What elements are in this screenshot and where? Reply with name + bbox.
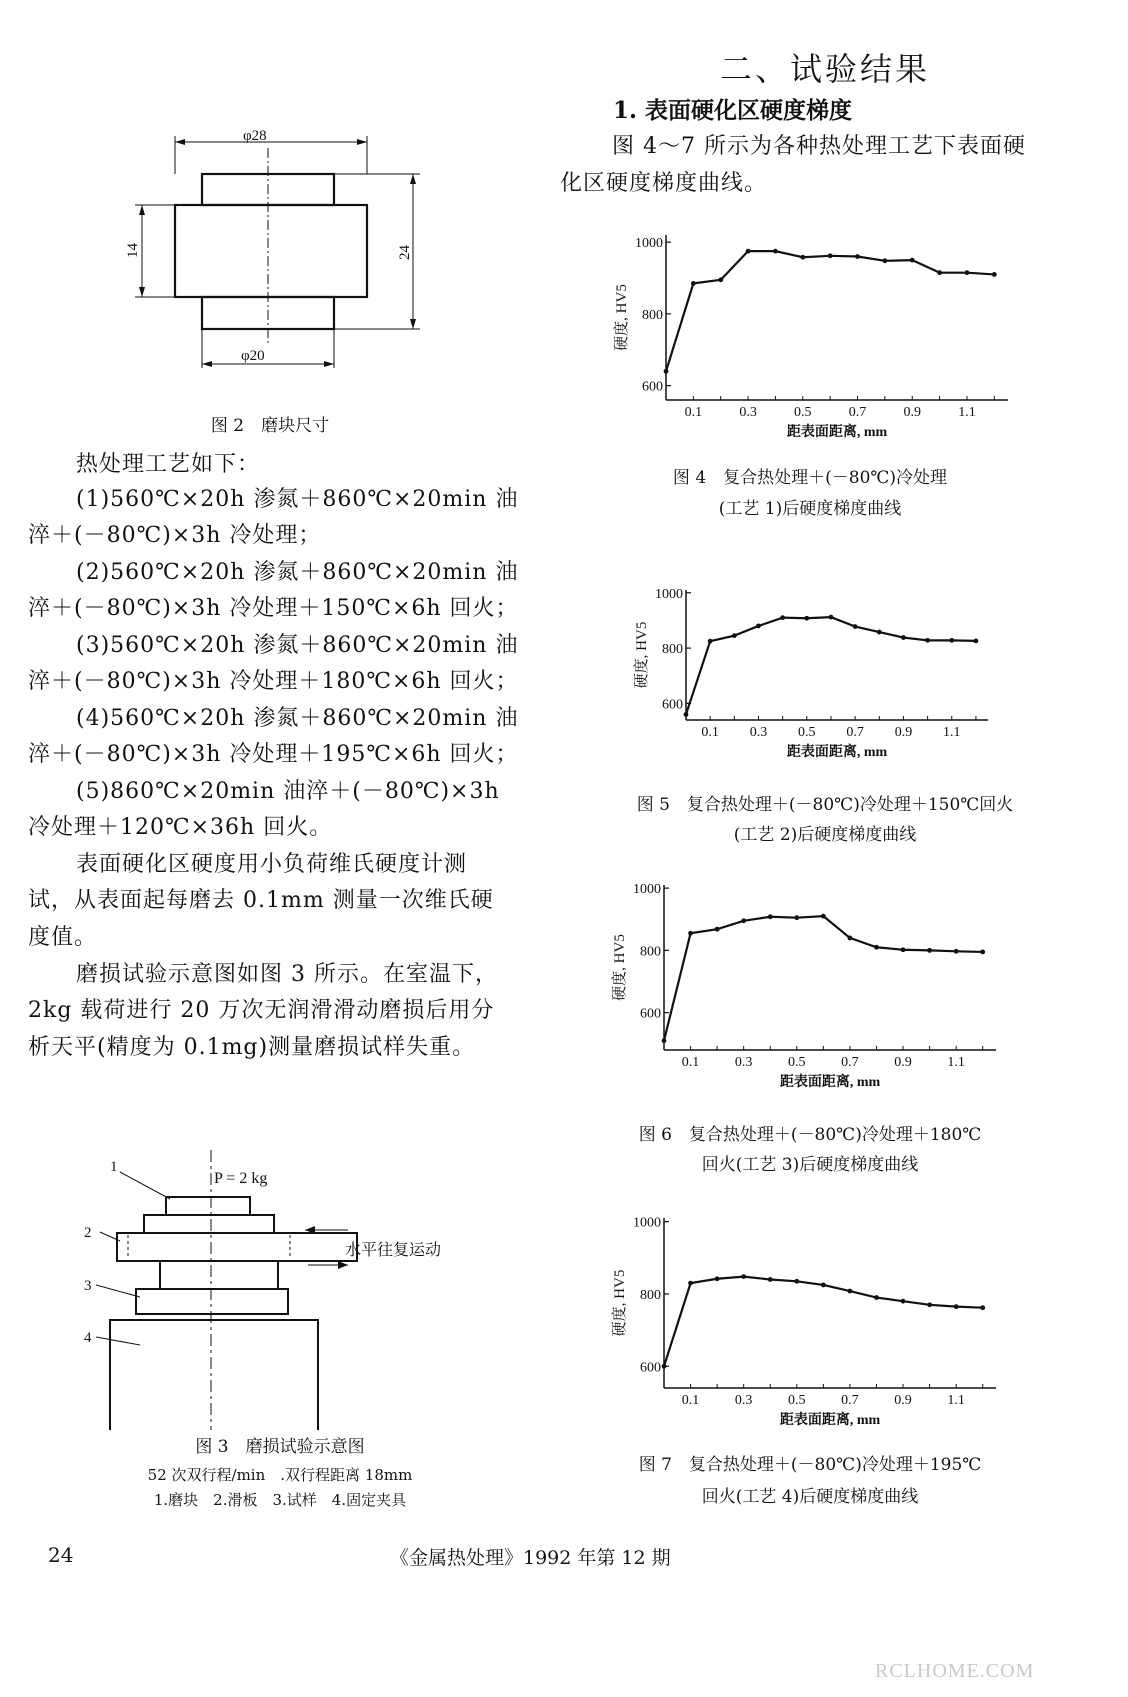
process-line-10: 冷处理＋120℃×36h 回火。 — [28, 815, 333, 840]
x-axis-label: 距表面距离, mm — [779, 1075, 881, 1090]
y-tick-label: 800 — [662, 642, 683, 658]
data-point — [715, 927, 720, 932]
fig2-main-body — [175, 205, 367, 297]
y-tick-label: 800 — [642, 307, 663, 323]
x-tick-label: 0.7 — [841, 1055, 859, 1070]
y-tick-label: 1000 — [635, 236, 663, 252]
y-tick-label: 1000 — [633, 1215, 661, 1231]
data-point — [882, 258, 887, 263]
fig3-part-4: 4 — [84, 1330, 92, 1346]
data-point — [804, 616, 809, 621]
y-tick-label: 600 — [640, 1360, 661, 1376]
data-point — [974, 638, 979, 643]
data-point — [732, 633, 737, 638]
fig3-part-2: 2 — [84, 1225, 92, 1241]
data-point — [874, 1295, 879, 1300]
data-point — [773, 249, 778, 254]
series-line — [686, 617, 976, 714]
x-axis-label: 距表面距离, mm — [786, 425, 888, 440]
section-title: 二、试验结果 — [720, 50, 931, 88]
fig3-load-label: P = 2 kg — [214, 1170, 268, 1187]
x-tick-label: 0.7 — [841, 1393, 859, 1408]
series-line — [664, 1277, 983, 1367]
fig3-wear-test-diagram — [80, 1145, 520, 1435]
data-point — [855, 254, 860, 259]
y-tick-label: 600 — [642, 379, 663, 395]
method-line-1: 表面硬化区硬度用小负荷维氏硬度计测 — [76, 852, 468, 877]
data-point — [768, 1277, 773, 1282]
watermark: RCLHOME.COM — [875, 1660, 1035, 1682]
y-tick-label: 1000 — [633, 882, 661, 898]
method-line-6: 析天平(精度为 0.1mg)测量磨损试样失重。 — [28, 1035, 476, 1060]
fig7-caption-line-1: 图 7 复合热处理＋(－80℃)冷处理＋195℃ — [638, 1455, 982, 1475]
fig6-caption-line-2: 回火(工艺 3)后硬度梯度曲线 — [701, 1155, 919, 1175]
data-point — [927, 1302, 932, 1307]
data-point — [691, 281, 696, 286]
process-line-3: (2)560℃×20h 渗氮＋860℃×20min 油 — [76, 560, 519, 585]
fig6-caption-line-1: 图 6 复合热处理＋(－80℃)冷处理＋180℃ — [638, 1125, 982, 1145]
fig3-specimen — [136, 1289, 288, 1314]
data-point — [746, 249, 751, 254]
fig7-caption-line-2: 回火(工艺 4)后硬度梯度曲线 — [701, 1487, 919, 1507]
data-point — [992, 272, 997, 277]
data-point — [954, 1304, 959, 1309]
x-tick-label: 0.5 — [788, 1055, 806, 1070]
data-point — [718, 277, 723, 282]
y-tick-label: 800 — [640, 944, 661, 960]
data-point — [664, 369, 669, 374]
data-point — [848, 1289, 853, 1294]
fig2-dim-top: φ28 — [243, 128, 267, 144]
x-tick-label: 0.5 — [794, 405, 812, 420]
series-line — [664, 916, 983, 1041]
fig3-motion-label: 水平往复运动 — [345, 1242, 442, 1259]
intro-line-1: 图 4～7 所示为各种热处理工艺下表面硬 — [612, 134, 1026, 159]
process-heading: 热处理工艺如下： — [76, 452, 261, 477]
fig2-dim-bottom: φ20 — [241, 348, 265, 364]
data-point — [828, 253, 833, 258]
x-tick-label: 0.5 — [788, 1393, 806, 1408]
data-point — [662, 1038, 667, 1043]
data-point — [756, 624, 761, 629]
x-tick-label: 0.3 — [749, 725, 768, 740]
data-point — [925, 638, 930, 643]
data-point — [937, 270, 942, 275]
x-tick-label: 0.9 — [894, 1055, 912, 1070]
y-axis-label: 硬度, HV5 — [612, 934, 628, 1001]
data-point — [901, 635, 906, 640]
subsection-title: 1. 表面硬化区硬度梯度 — [613, 97, 853, 124]
fig3-caption: 图 3 磨损试验示意图 — [195, 1437, 365, 1457]
x-tick-label: 1.1 — [958, 405, 976, 420]
fig3-legend: 1.磨块 2.滑板 3.试样 4.固定夹具 — [153, 1491, 407, 1509]
y-tick-label: 600 — [640, 1006, 661, 1022]
x-tick-label: 0.1 — [681, 1393, 700, 1408]
x-tick-label: 0.9 — [894, 725, 913, 740]
fig5-caption-line-2: (工艺 2)后硬度梯度曲线 — [733, 825, 917, 845]
data-point — [910, 258, 915, 263]
data-point — [954, 949, 959, 954]
x-tick-label: 1.1 — [947, 1055, 965, 1070]
journal-footer: 《金属热处理》1992 年第 12 期 — [390, 1547, 671, 1569]
fig2-dim-right: 24 — [397, 245, 413, 260]
fig3-part-1: 1 — [110, 1159, 118, 1175]
y-axis-label: 硬度, HV5 — [614, 284, 630, 351]
method-line-2: 试，从表面起每磨去 0.1mm 测量一次维氏硬 — [28, 888, 494, 913]
chart-fig6 — [598, 875, 1008, 1095]
chart-fig5 — [620, 580, 1000, 765]
process-line-2: 淬＋(－80℃)×3h 冷处理； — [28, 523, 322, 548]
data-point — [821, 914, 826, 919]
x-tick-label: 0.1 — [684, 405, 703, 420]
y-axis-label: 硬度, HV5 — [612, 1269, 628, 1337]
data-point — [874, 945, 879, 950]
chart-fig7 — [598, 1208, 1008, 1433]
data-point — [768, 914, 773, 919]
x-axis-label: 距表面距离, mm — [779, 1413, 881, 1428]
data-point — [662, 1364, 667, 1369]
y-tick-label: 600 — [662, 697, 683, 713]
chart-fig4 — [600, 225, 1020, 445]
fig3-fixture — [110, 1320, 318, 1430]
fig3-slide-plate — [117, 1233, 357, 1261]
method-line-5: 2kg 载荷进行 20 万次无润滑滑动磨损后用分 — [28, 998, 495, 1023]
process-line-5: (3)560℃×20h 渗氮＋860℃×20min 油 — [76, 633, 519, 658]
x-tick-label: 0.1 — [681, 1055, 700, 1070]
data-point — [708, 639, 713, 644]
data-point — [877, 630, 882, 635]
x-tick-label: 0.3 — [734, 1055, 753, 1070]
data-point — [741, 1274, 746, 1279]
x-tick-label: 0.3 — [739, 405, 757, 420]
data-point — [853, 624, 858, 629]
fig3-wear-block — [166, 1197, 250, 1215]
process-line-6: 淬＋(－80℃)×3h 冷处理＋180℃×6h 回火； — [28, 669, 519, 694]
process-line-8: 淬＋(－80℃)×3h 冷处理＋195℃×6h 回火； — [28, 742, 519, 767]
data-point — [780, 615, 785, 620]
fig3-part-3: 3 — [84, 1278, 92, 1294]
data-point — [848, 936, 853, 941]
x-tick-label: 0.5 — [798, 725, 816, 740]
x-tick-label: 0.9 — [903, 405, 921, 420]
x-tick-label: 0.1 — [701, 725, 719, 740]
fig5-caption-line-1: 图 5 复合热处理＋(－80℃)冷处理＋150℃回火 — [636, 795, 1014, 815]
x-tick-label: 1.1 — [943, 725, 961, 740]
data-point — [829, 615, 834, 620]
x-tick-label: 0.3 — [734, 1393, 753, 1408]
data-point — [800, 255, 805, 260]
x-tick-label: 1.1 — [947, 1393, 965, 1408]
data-point — [901, 1299, 906, 1304]
y-tick-label: 1000 — [655, 586, 683, 602]
data-point — [927, 948, 932, 953]
fig2-dim-left: 14 — [125, 243, 141, 258]
fig2-caption: 图 2 磨块尺寸 — [210, 416, 330, 436]
x-axis-label: 距表面距离, mm — [786, 745, 888, 760]
y-axis-label: 硬度, HV5 — [634, 621, 650, 689]
data-point — [980, 950, 985, 955]
fig3-note: 52 次双行程/min .双行程距离 18mm — [147, 1466, 413, 1484]
process-line-1: (1)560℃×20h 渗氮＋860℃×20min 油 — [76, 487, 519, 512]
data-point — [741, 918, 746, 923]
x-tick-label: 0.7 — [846, 725, 864, 740]
data-point — [821, 1283, 826, 1288]
series-line — [666, 251, 994, 371]
data-point — [715, 1276, 720, 1281]
data-point — [949, 638, 954, 643]
y-tick-label: 800 — [640, 1287, 661, 1303]
process-line-9: (5)860℃×20min 油淬＋(－80℃)×3h — [76, 779, 500, 804]
fig2-block-drawing — [115, 118, 445, 383]
x-tick-label: 0.7 — [848, 405, 867, 420]
process-line-7: (4)560℃×20h 渗氮＋860℃×20min 油 — [76, 706, 519, 731]
fig4-caption-line-2: (工艺 1)后硬度梯度曲线 — [718, 499, 902, 519]
data-point — [688, 1281, 693, 1286]
page-number: 24 — [48, 1543, 74, 1567]
data-point — [965, 270, 970, 275]
intro-line-2: 化区硬度梯度曲线。 — [560, 171, 768, 196]
method-line-4: 磨损试验示意图如图 3 所示。在室温下， — [76, 962, 498, 987]
data-point — [901, 947, 906, 952]
data-point — [794, 915, 799, 920]
data-point — [794, 1279, 799, 1284]
data-point — [688, 931, 693, 936]
data-point — [980, 1305, 985, 1310]
data-point — [684, 712, 689, 717]
process-line-4: 淬＋(－80℃)×3h 冷处理＋150℃×6h 回火； — [28, 596, 519, 621]
fig4-caption-line-1: 图 4 复合热处理＋(－80℃)冷处理 — [672, 468, 948, 488]
method-line-3: 度值。 — [28, 925, 98, 950]
x-tick-label: 0.9 — [894, 1393, 912, 1408]
